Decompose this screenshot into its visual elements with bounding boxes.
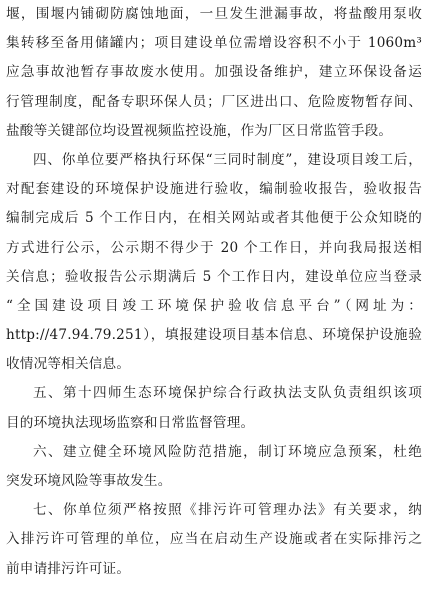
document-body	[6, 0, 422, 584]
text-line: 目的环境执法现场监察和日常监督管理。	[6, 414, 255, 431]
text-line: 六、建立健全环境风险防范措施，制订环境应急预案，杜绝	[33, 443, 422, 460]
text-line: 对配套建设的环境保护设施进行验收，编制验收报告，验收报告	[6, 181, 422, 198]
text-line: 方式进行公示，公示期不得少于 20 个工作日，并向我局报送相	[6, 239, 422, 256]
text-line: 集转移至备用储罐内；项目建设单位需增设容积不小于 1060m³	[6, 35, 422, 52]
text-line: 前申请排污许可证。	[6, 560, 131, 577]
text-line: 关信息；验收报告公示期满后 5 个工作日内，建设单位应当登录	[6, 268, 422, 285]
text-line: 四、你单位要严格执行环保“三同时制度”，建设项目竣工后，	[33, 151, 422, 168]
text-line: 编制完成后 5 个工作日内，在相关网站或者其他便于公众知晓的	[6, 210, 422, 227]
text-line: 堰，围堰内铺砌防腐蚀地面，一旦发生泄漏事故，将盐酸用泵收	[6, 6, 422, 22]
text-line: 盐酸等关键部位均设置视频监控设施，作为厂区日常监管手段。	[6, 122, 393, 139]
text-line: 突发环境风险等事故发生。	[6, 473, 172, 489]
text-line: 五、第十四师生态环境保护综合行政执法支队负责组织该项	[33, 385, 422, 402]
text-line: 收情况等相关信息。	[6, 356, 131, 373]
text-line: 七、你单位须严格按照《排污许可管理办法》有关要求，纳	[33, 502, 422, 519]
text-line: 入排污许可管理的单位，应当在启动生产设施或者在实际排污之	[6, 531, 422, 548]
text-line: http://47.94.79.251），填报建设项目基本信息、环境保护设施验	[6, 327, 422, 344]
text-line: 应急事故池暂存事故废水使用。加强设备维护，建立环保设备运	[6, 64, 422, 81]
text-line: 行管理制度，配备专职环保人员；厂区进出口、危险废物暂存间、	[6, 93, 422, 110]
text-line: “全国建设项目竣工环境保护验收信息平台”（网址为：	[6, 297, 422, 314]
